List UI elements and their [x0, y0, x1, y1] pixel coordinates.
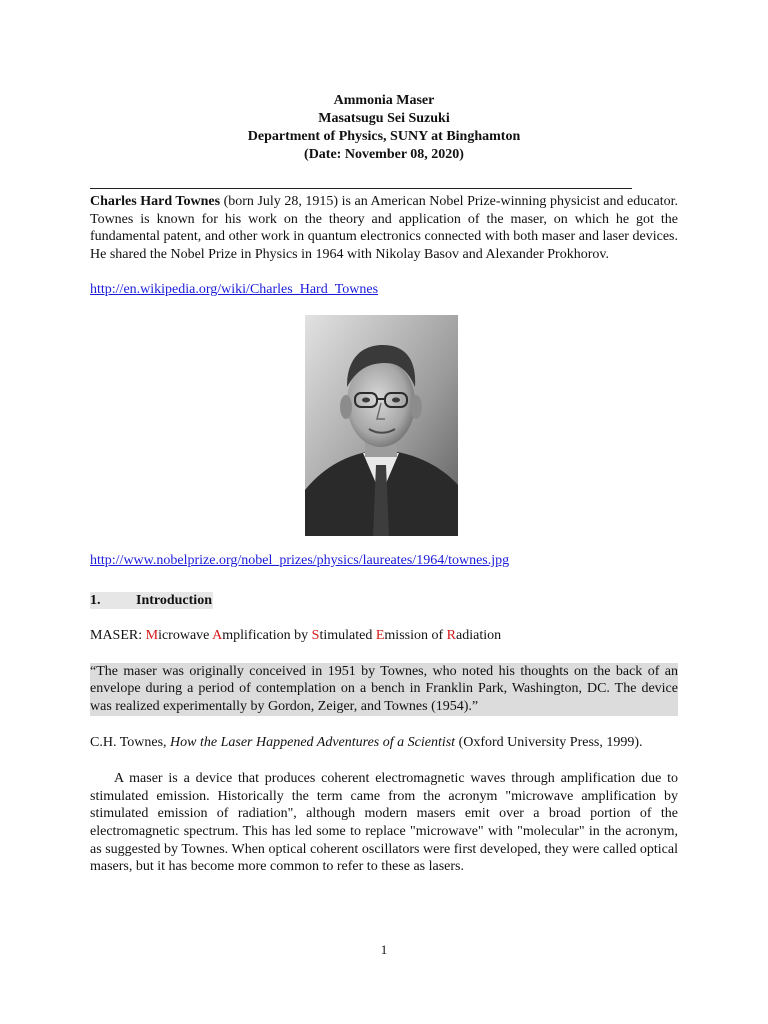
acronym-rest-e: mission of [384, 628, 447, 644]
portrait-container [90, 315, 678, 536]
document-header [90, 92, 678, 164]
maser-definition-paragraph: A maser is a device that produces coherent electromagnetic waves through amplification due to stimulated emission. Historically the term came from the acronym "microwave amplification by stimulated emission of radiation", although modern masers emit over a broad portion of the electromagnetic spectrum. This has led some to replace "microwave" with "molecular" in the acronym, as suggested by Townes. When optical coherent oscillators were first developed, they were called optical masers, but it has become more common to refer to these as lasers. [90, 771, 678, 875]
section-title: Introduction [136, 592, 212, 608]
citation-author: C.H. Townes, [90, 734, 171, 750]
bio-paragraph [90, 193, 678, 263]
townes-portrait-photo [305, 315, 458, 536]
page-number: 1 [380, 942, 388, 957]
acronym-rest-r: adiation [456, 628, 502, 644]
acronym-letter-a: A [212, 628, 223, 644]
nobel-image-link[interactable]: http://www.nobelprize.org/nobel_prizes/physics/laureates/1964/townes.jpg [90, 552, 510, 568]
acronym-rest-m: icrowave [158, 628, 213, 644]
bio-text: (born July 28, 1915) is an American Nobel Prize-winning physicist and educator. Townes is known for his work on the theory and application of the maser, on which he got the fundamental patent, and other work in quantum electronics connected with both maser and laser devices. He shared the Nobel Prize in Physics in 1964 with Nikolay Basov and Alexander Prokhorov. [90, 194, 678, 262]
document-page [90, 92, 678, 890]
acronym-letter-s: S [311, 628, 320, 644]
nobel-link-block [90, 552, 678, 570]
bio-name: Charles Hard Townes [90, 194, 221, 209]
wikipedia-link-block [90, 281, 678, 299]
book-citation [90, 734, 678, 752]
townes-quote: “The maser was originally conceived in 1951 by Townes, who noted his thoughts on the back of an envelope during a period of contemplation on a bench in Franklin Park, Washington, DC. The device was realized experimentally by Gordon, Zeiger, and Townes (1954).” [90, 663, 678, 714]
acronym-letter-e: E [375, 628, 385, 644]
section-number: 1. [90, 592, 101, 608]
horizontal-rule [90, 188, 632, 189]
document-department: Department of Physics, SUNY at Binghamton [247, 129, 521, 144]
document-author: Masatsugu Sei Suzuki [318, 111, 450, 126]
acronym-letter-r: R [446, 628, 456, 644]
maser-acronym-line [90, 627, 678, 645]
citation-publisher: (Oxford University Press, 1999). [455, 734, 643, 750]
document-title: Ammonia Maser [333, 93, 435, 108]
acronym-rest-a: mplification by [222, 628, 312, 644]
document-date: (Date: November 08, 2020) [304, 147, 464, 162]
acronym-rest-s: timulated [319, 628, 376, 644]
citation-book-title: How the Laser Happened Adventures of a Scientist [170, 734, 456, 750]
portrait-illustration [305, 315, 458, 536]
section-heading [90, 592, 213, 610]
acronym-letter-m: M [145, 628, 159, 644]
wikipedia-link[interactable]: http://en.wikipedia.org/wiki/Charles_Hard_Townes [90, 282, 379, 298]
maser-prefix: MASER: [90, 628, 146, 644]
